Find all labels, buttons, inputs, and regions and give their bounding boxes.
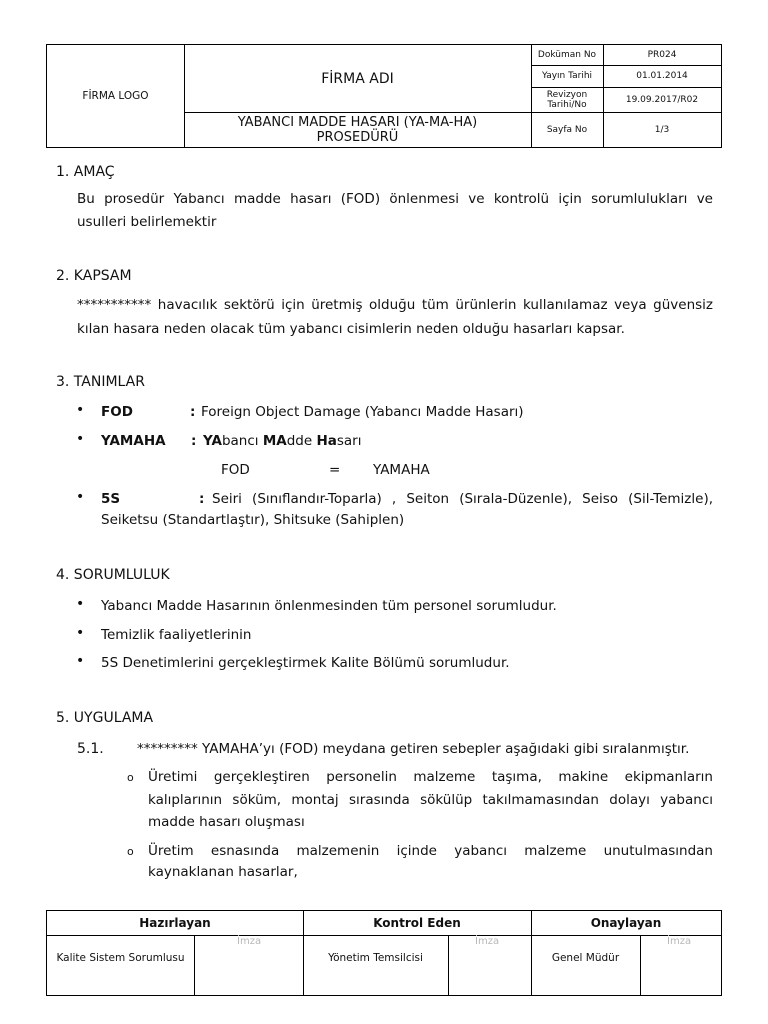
term-5s: 5S	[101, 491, 121, 507]
approved-by-signature-field: İmza	[667, 936, 692, 947]
definition-fod: Foreign Object Damage (Yabancı Madde Hasarı)	[201, 404, 524, 420]
meta-value-page-no: 1/3	[654, 124, 670, 135]
cause-item-1-line3: madde hasarı oluşması	[148, 814, 305, 830]
meta-label-doc-no: Doküman No	[537, 50, 597, 60]
term-yamaha-colon: :	[191, 433, 197, 449]
bullet-icon: •	[76, 431, 85, 447]
responsibility-item: 5S Denetimlerini gerçekleştirmek Kalite Bölümü sorumludur.	[101, 655, 510, 671]
section-title-sorumluluk: 4. SORUMLULUK	[56, 567, 170, 583]
term-fod: FOD	[101, 404, 133, 420]
checked-by-header: Kontrol Eden	[373, 916, 461, 930]
meta-value-revision: 19.09.2017/R02	[625, 94, 699, 105]
bullet-icon: •	[76, 402, 85, 418]
sub-bullet-icon: o	[127, 771, 134, 784]
cause-item-2-line2: kaynaklanan hasarlar,	[148, 864, 298, 880]
section-title-uygulama: 5. UYGULAMA	[56, 710, 154, 726]
responsibility-item: Yabancı Madde Hasarının önlenmesinden tüm personel sorumludur.	[101, 598, 557, 614]
section-title-tanimlar: 3. TANIMLAR	[56, 374, 145, 390]
term-5s-colon: :	[199, 491, 205, 507]
approved-by-role: Genel Müdür	[551, 951, 620, 964]
prepared-by-header: Hazırlayan	[139, 916, 211, 930]
checked-by-role: Yönetim Temsilcisi	[328, 951, 423, 964]
definition-5s-line1: Seiri (Sınıflandır-Toparla) , Seiton (Sırala-Düzenle), Seiso (Sil-Temizle),	[212, 491, 713, 507]
amac-text-line1: Bu prosedür Yabancı madde hasarı (FOD) önlenmesi ve kontrolü için sorumlulukları ve	[77, 191, 713, 207]
yamaha-letters-ha: Ha	[316, 433, 337, 449]
bullet-icon: •	[76, 625, 85, 641]
company-name: FİRMA ADI	[321, 70, 394, 87]
document-title-line1: YABANCI MADDE HASARI (YA-MA-HA)	[237, 114, 478, 130]
equation-right: YAMAHA	[373, 462, 430, 478]
bullet-icon: •	[76, 596, 85, 612]
yamaha-rest-dde: dde	[286, 433, 317, 449]
meta-value-doc-no: PR024	[647, 50, 677, 60]
sub-bullet-icon: o	[127, 845, 134, 858]
term-fod-colon: :	[190, 404, 196, 420]
amac-text-line2: usulleri belirlemektir	[77, 214, 217, 230]
meta-label-revision-line2: Tarihi/No	[547, 99, 587, 110]
prepared-by-role: Kalite Sistem Sorumlusu	[56, 951, 185, 964]
cause-item-1-line1: Üretimi gerçekleştiren personelin malzeme taşıma, makine ekipmanların	[148, 769, 713, 785]
term-yamaha: YAMAHA	[101, 433, 166, 449]
meta-label-revision	[531, 87, 603, 112]
yamaha-rest-bancı: bancı	[221, 433, 263, 449]
equation-sign: =	[329, 462, 341, 478]
meta-value-publish-date: 01.01.2014	[636, 71, 688, 81]
approval-table	[46, 910, 722, 996]
kapsam-text-line1: *********** havacılık sektörü için üretmiş olduğu tüm ürünlerin kullanılamaz veya güvensiz	[77, 297, 713, 313]
meta-label-revision-line1: Revizyon	[546, 89, 588, 100]
subsection-number: 5.1.	[77, 741, 104, 757]
equation-left: FOD	[221, 462, 250, 478]
yamaha-letters-ma: MA	[262, 433, 287, 449]
kapsam-text-line2: kılan hasara neden olacak tüm yabancı cisimlerin neden olduğu hasarları kapsar.	[77, 321, 625, 337]
document-header-table	[46, 44, 722, 148]
company-logo: FİRMA LOGO	[82, 90, 149, 102]
approved-by-header: Onaylayan	[590, 916, 662, 930]
prepared-by-signature-field: İmza	[237, 936, 262, 947]
bullet-icon: •	[76, 489, 85, 505]
subsection-text: ********* YAMAHA’yı (FOD) meydana getiren sebepler aşağıdaki gibi sıralanmıştır.	[137, 741, 690, 757]
bullet-icon: •	[76, 653, 85, 669]
definition-yamaha	[203, 430, 361, 452]
meta-label-page-no: Sayfa No	[546, 124, 588, 135]
section-title-amac: 1. AMAÇ	[56, 164, 115, 180]
responsibility-item: Temizlik faaliyetlerinin	[101, 627, 252, 643]
checked-by-signature-field: İmza	[475, 936, 500, 947]
definition-5s-line2: Seiketsu (Standartlaştır), Shitsuke (Sahiplen)	[101, 512, 405, 528]
meta-label-publish-date: Yayın Tarihi	[541, 71, 593, 81]
cause-item-2-line1: Üretim esnasında malzemenin içinde yabancı malzeme unutulmasından	[148, 843, 713, 859]
cause-item-1-line2: kalıplarının söküm, montaj sırasında sökülüp takılmamasından dolayı yabancı	[148, 792, 713, 808]
section-title-kapsam: 2. KAPSAM	[56, 268, 132, 284]
yamaha-letters-ya: YA	[203, 433, 222, 449]
document-title-line2: PROSEDÜRÜ	[316, 129, 399, 145]
document-title	[184, 112, 531, 147]
yamaha-rest-sari: sarı	[336, 433, 362, 449]
